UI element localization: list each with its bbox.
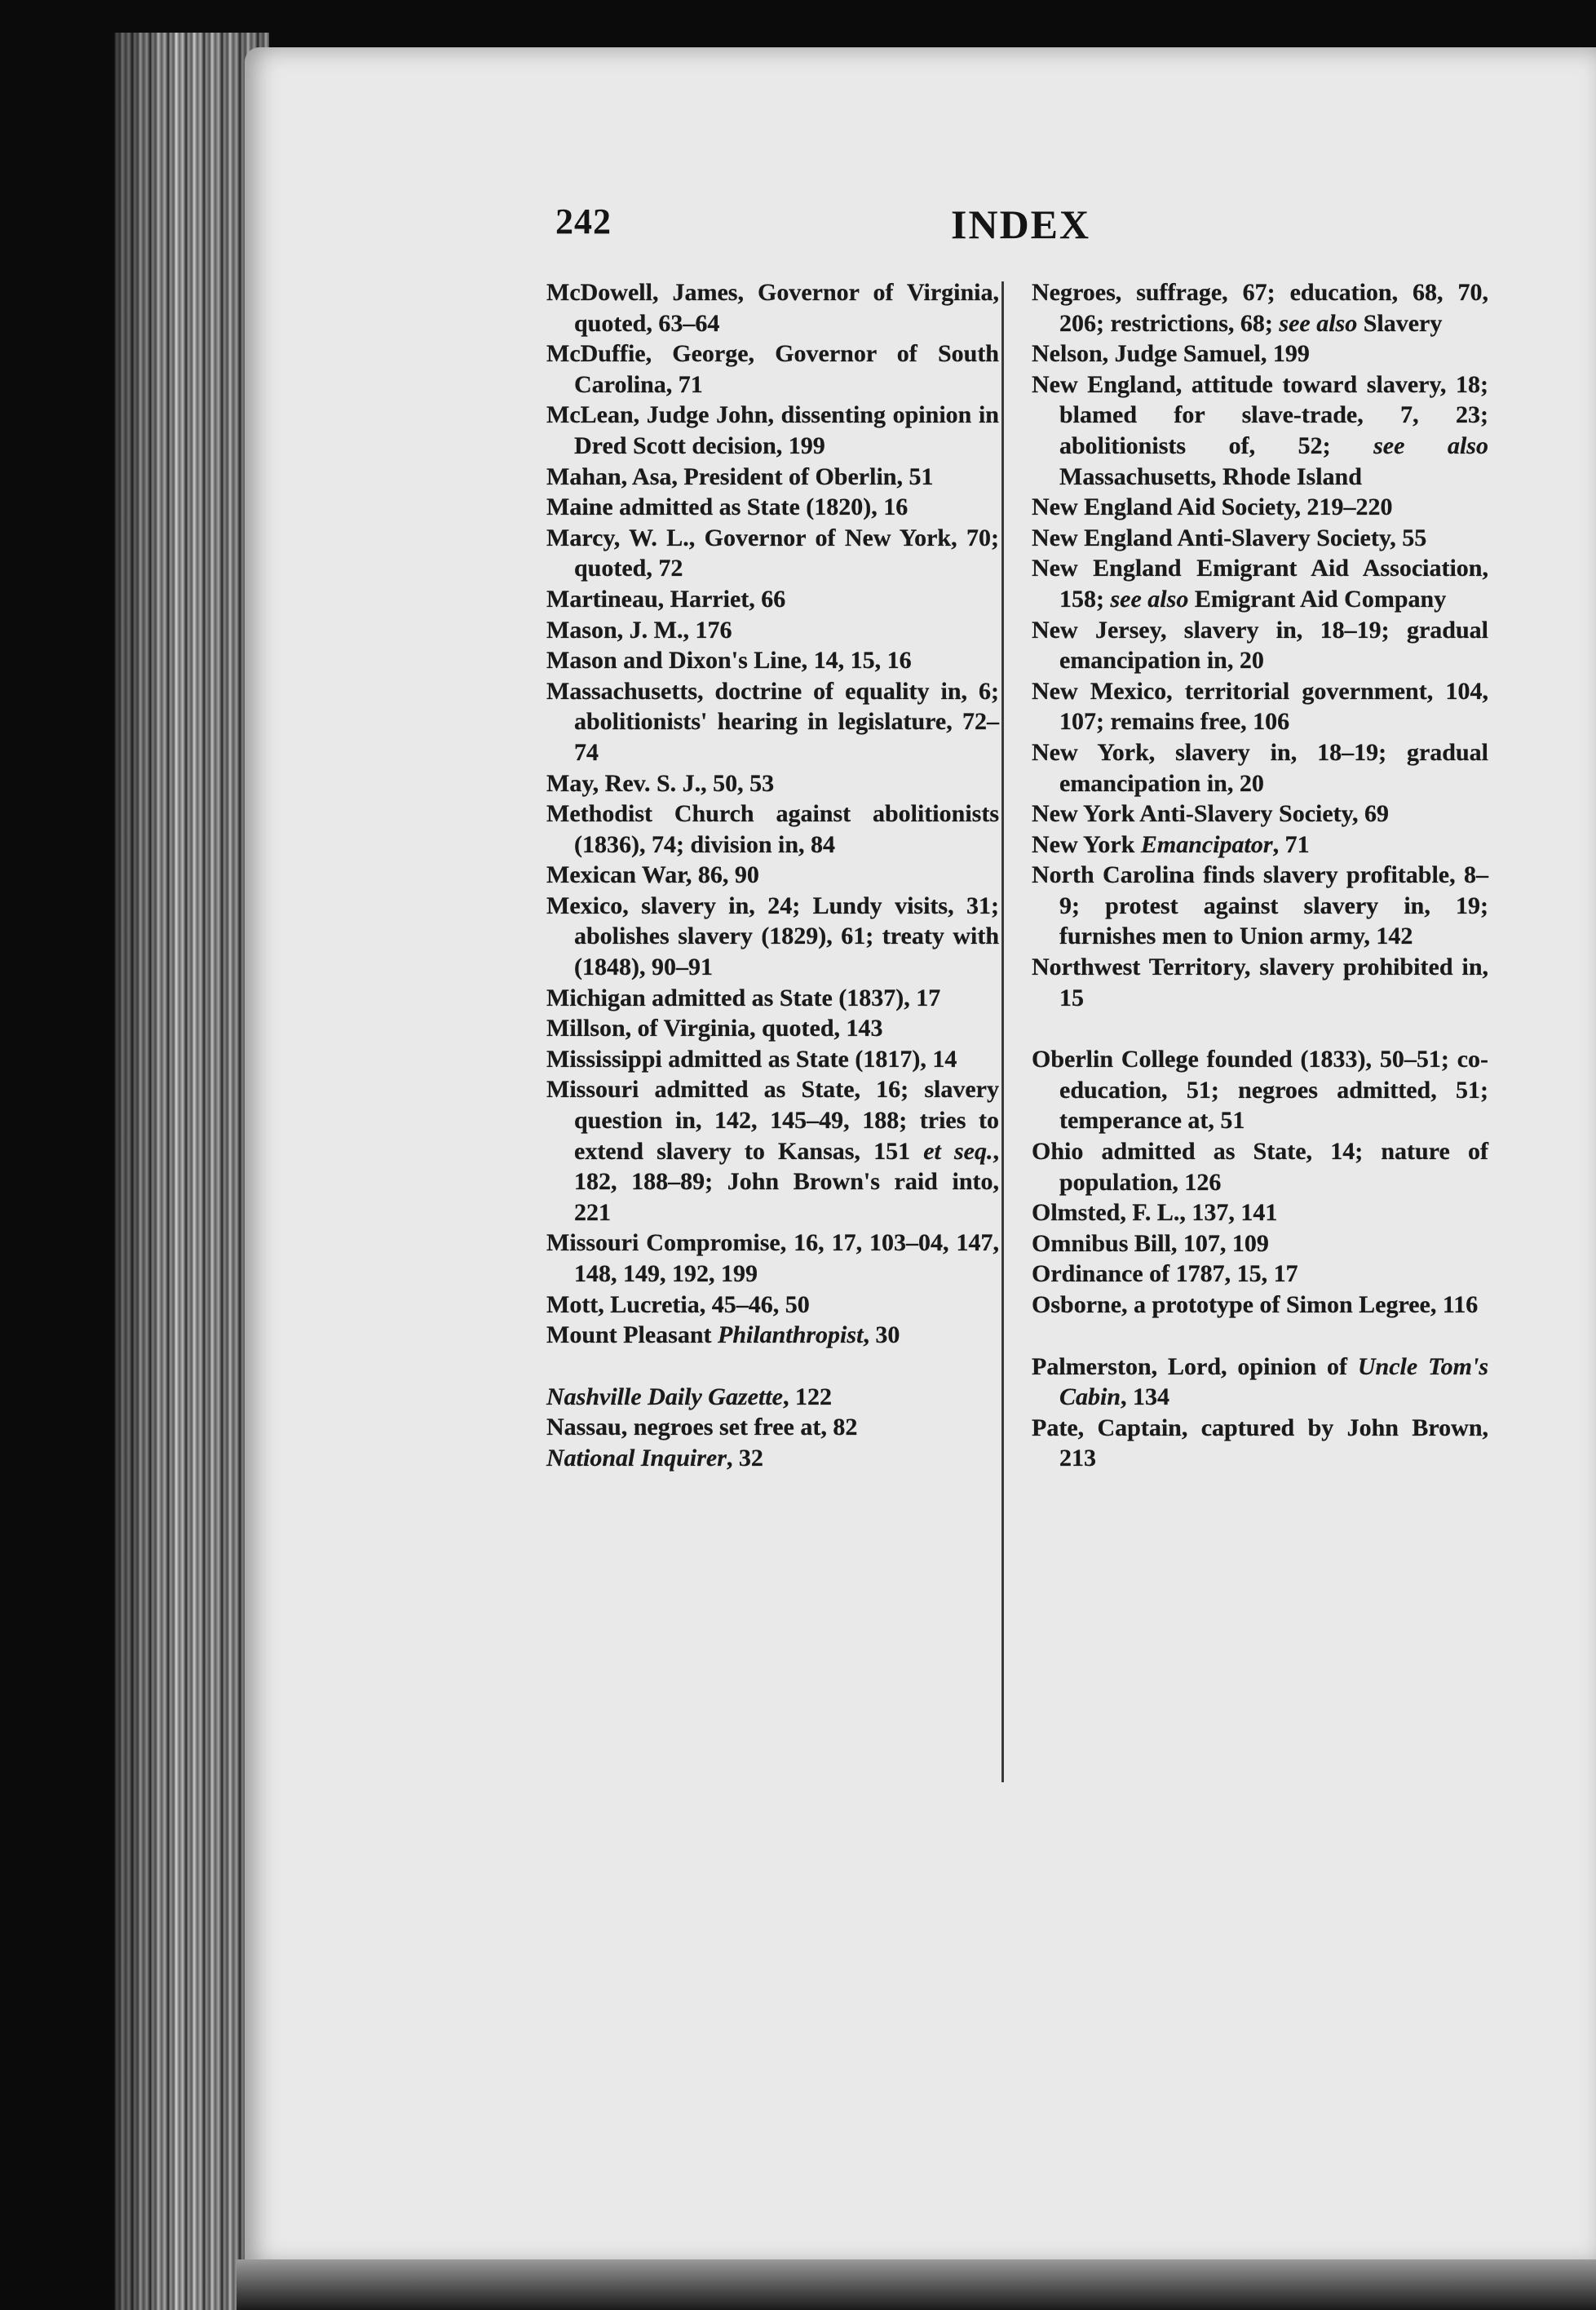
entry-text: Emigrant Aid Company [1188, 585, 1447, 613]
index-entry [546, 1443, 999, 1474]
index-entry [546, 339, 999, 400]
entry-text: May, Rev. S. J., 50, 53 [546, 769, 775, 797]
entry-text: New York Anti-Slavery Society, 69 [1032, 800, 1390, 828]
entry-text: , 134 [1121, 1383, 1170, 1411]
entry-text: North Carolina finds slavery profitable, 8–9; protest against slavery in, 19; furnishes men to Union army, 142 [1032, 861, 1488, 950]
entry-text: New England, attitude toward slavery, 18; blamed for slave-trade, 7, 23; abolitionists of, 52; [1032, 370, 1488, 459]
index-entry [546, 462, 999, 493]
index-entry [1032, 492, 1488, 523]
entry-text: New England Emigrant Aid Association, 158; [1032, 555, 1488, 613]
index-entry [546, 1013, 999, 1044]
entry-italic-text: National Inquirer [546, 1444, 727, 1471]
index-entry [1032, 1228, 1488, 1259]
index-entry [546, 584, 999, 615]
index-entry [546, 1412, 999, 1443]
index-entry [546, 1320, 999, 1351]
entry-text: , 32 [726, 1444, 763, 1471]
entry-text: Ohio admitted as State, 14; nature of population, 126 [1032, 1138, 1488, 1196]
index-entry [546, 983, 999, 1014]
index-entry [1032, 1259, 1488, 1290]
entry-text: New York [1032, 830, 1141, 858]
entry-text: McDuffie, George, Governor of South Carolina, 71 [546, 340, 999, 398]
index-entry [1032, 1413, 1488, 1474]
entry-text: Maine admitted as State (1820), 16 [546, 493, 909, 521]
index-entry [1032, 1044, 1488, 1136]
index-entry [1032, 1136, 1488, 1197]
entry-text: New Jersey, slavery in, 18–19; gradual emancipation in, 20 [1032, 616, 1488, 675]
index-column-right [1032, 277, 1488, 1474]
entry-text: Nassau, negroes set free at, 82 [546, 1414, 858, 1441]
index-entry [546, 1290, 999, 1321]
entry-text: Mississippi admitted as State (1817), 14 [546, 1045, 957, 1073]
entry-text: , 182, 188–89; John Brown's raid into, 221 [574, 1137, 1000, 1226]
index-entry [546, 523, 999, 584]
entry-text: Mason and Dixon's Line, 14, 15, 16 [546, 647, 912, 675]
index-entry [1032, 799, 1488, 830]
entry-text: Ordinance of 1787, 15, 17 [1032, 1260, 1298, 1288]
index-entry [546, 1382, 999, 1413]
entry-text: New England Anti-Slavery Society, 55 [1032, 524, 1427, 551]
entry-italic-text: Philanthropist [718, 1321, 864, 1349]
index-entry [546, 1074, 999, 1228]
entry-text: , 71 [1272, 830, 1310, 858]
entry-text: Palmerston, Lord, opinion of [1032, 1352, 1358, 1380]
entry-italic-text: Emancipator [1140, 830, 1273, 858]
entry-text: New York, slavery in, 18–19; gradual emancipation in, 20 [1032, 738, 1488, 797]
entry-text: Marcy, W. L., Governor of New York, 70; quoted, 72 [546, 524, 999, 582]
index-entry [1032, 615, 1488, 676]
page-bottom-edge [237, 2259, 1596, 2310]
index-entry [546, 891, 999, 983]
entry-italic-text: Nashville Daily Gazette [546, 1383, 783, 1410]
entry-text: Michigan admitted as State (1837), 17 [546, 984, 941, 1011]
index-entry [1032, 676, 1488, 737]
index-entry [546, 1044, 999, 1075]
entry-italic-text: et seq. [923, 1137, 993, 1165]
index-entry [1032, 1197, 1488, 1228]
index-entry [546, 799, 999, 860]
index-entry [1032, 553, 1488, 614]
entry-text: , 30 [863, 1321, 900, 1349]
entry-italic-text: see also [1279, 309, 1358, 337]
entry-text: Omnibus Bill, 107, 109 [1032, 1229, 1269, 1257]
index-entry [546, 645, 999, 676]
index-column-left [546, 277, 999, 1474]
index-entry [1032, 277, 1488, 339]
entry-text: Negroes, suffrage, 67; education, 68, 70, 206; restrictions, 68; [1032, 279, 1488, 337]
entry-text: Missouri Compromise, 16, 17, 103–04, 147, 148, 149, 192, 199 [546, 1229, 999, 1287]
entry-text: Mexico, slavery in, 24; Lundy visits, 31; abolishes slavery (1829), 61; treaty with (1848), 90–91 [546, 892, 999, 981]
entry-text: Nelson, Judge Samuel, 199 [1032, 340, 1310, 368]
entry-text: Slavery [1357, 309, 1443, 337]
entry-text: New England Aid Society, 219–220 [1032, 493, 1393, 521]
page-number: 242 [555, 201, 612, 241]
entry-text: Martineau, Harriet, 66 [546, 585, 786, 613]
index-entry [1032, 860, 1488, 952]
entry-text: Osborne, a prototype of Simon Legree, 116 [1032, 1291, 1479, 1318]
entry-text: , 122 [782, 1383, 832, 1410]
entry-text: New Mexico, territorial government, 104, 107; remains free, 106 [1032, 677, 1488, 736]
index-entry [1032, 339, 1488, 370]
entry-text: Missouri admitted as State, 16; slavery question in, 142, 145–49, 188; tries to extend slavery to Kansas, 151 [546, 1076, 999, 1165]
entry-text: Mount Pleasant [546, 1321, 718, 1349]
entry-text: McLean, Judge John, dissenting opinion in Dred Scott decision, 199 [546, 401, 999, 459]
entry-text: Olmsted, F. L., 137, 141 [1032, 1199, 1278, 1227]
index-entry [1032, 737, 1488, 799]
index-entry [546, 400, 999, 461]
entry-text: Mahan, Asa, President of Oberlin, 51 [546, 462, 934, 490]
index-entry [546, 676, 999, 768]
entry-text: Oberlin College founded (1833), 50–51; co-education, 51; negroes admitted, 51; temperance at, 51 [1032, 1046, 1488, 1135]
column-divider [1001, 281, 1004, 1782]
entry-text: Mott, Lucretia, 45–46, 50 [546, 1290, 810, 1318]
index-entry [546, 492, 999, 523]
index-entry [546, 860, 999, 891]
index-entry [1032, 1352, 1488, 1413]
index-entry [546, 768, 999, 799]
entry-text: Northwest Territory, slavery prohibited in, 15 [1032, 954, 1488, 1011]
entry-italic-text: see also [1373, 431, 1488, 459]
entry-text: Millson, of Virginia, quoted, 143 [546, 1015, 883, 1042]
entry-text: Mason, J. M., 176 [546, 616, 732, 644]
index-entry [1032, 952, 1488, 1013]
entry-text: McDowell, James, Governor of Virginia, quoted, 63–64 [546, 279, 999, 337]
entry-text: Massachusetts, Rhode Island [1059, 462, 1362, 490]
index-entry [1032, 370, 1488, 492]
index-entry [546, 1228, 999, 1289]
entry-italic-text: see also [1110, 585, 1189, 613]
entry-italic-text: Uncle Tom's Cabin [1059, 1352, 1489, 1411]
entry-text: Pate, Captain, captured by John Brown, 213 [1032, 1414, 1488, 1472]
index-entry [1032, 1290, 1488, 1321]
entry-text: Methodist Church against abolitionists (1836), 74; division in, 84 [546, 800, 999, 858]
entry-text: Massachusetts, doctrine of equality in, 6; abolitionists' hearing in legislature, 72–74 [546, 677, 999, 766]
index-entry [546, 277, 999, 339]
page-title: INDEX [951, 201, 1091, 247]
index-entry [1032, 830, 1488, 861]
index-entry [1032, 523, 1488, 554]
entry-text: Mexican War, 86, 90 [546, 861, 759, 889]
index-entry [546, 615, 999, 646]
